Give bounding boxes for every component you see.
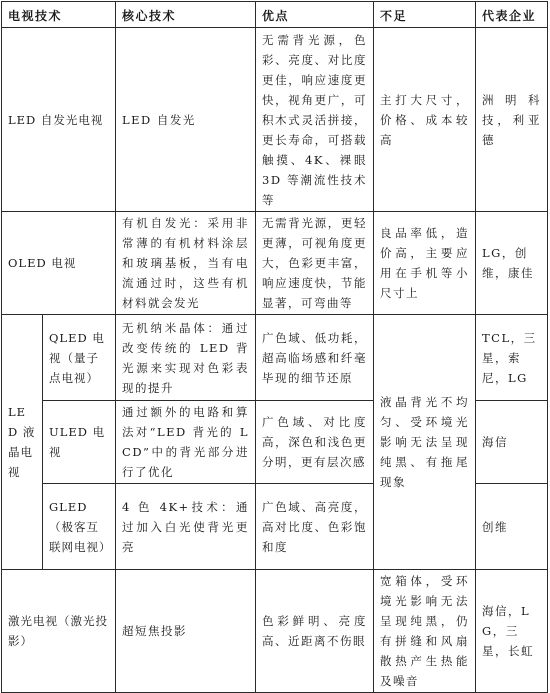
uled-core-cell: 通过额外的电路和算法对“LED 背光的 LCD”中的背光部分进行了优化	[116, 401, 256, 484]
header-vendors: 代表企业	[476, 2, 548, 28]
laser-vendors-cell: 海信，LG，三星，长虹	[476, 570, 548, 693]
header-cons: 不足	[374, 2, 476, 28]
oled-vendors-cell: LG，创维，康佳	[476, 212, 548, 315]
table-row-qled	[2, 315, 548, 401]
led-pros-cell: 无需背光源，色彩、亮度、对比度更佳，响应速度更快，视角更广，可积木式灵活拼接，更长寿命，可搭载触摸、4K、裸眼3D 等潮流性技术等	[256, 28, 374, 212]
table-row-oled	[2, 212, 548, 315]
uled-pros-cell: 广色域、对比度高，深色和浅色更分明，更有层次感	[256, 401, 374, 484]
table-row-led	[2, 28, 548, 212]
header-row	[2, 2, 548, 28]
laser-core-cell: 超短焦投影	[116, 570, 256, 693]
laser-tech-cell: 激光电视（激光投影）	[2, 570, 116, 693]
oled-tech-cell: OLED 电视	[2, 212, 116, 315]
uled-subtech-cell: ULED 电视	[43, 401, 116, 484]
gled-pros-cell: 广色域、高亮度，高对比度、色彩饱和度	[256, 484, 374, 570]
laser-cons-cell: 宽箱体，受环境光影响无法呈现纯黑，仍有拼缝和风扇散热产生热能及噪音	[374, 570, 476, 693]
oled-cons-cell: 良品率低，造价高，主要应用在手机等小尺寸上	[374, 212, 476, 315]
header-pros: 优点	[256, 2, 374, 28]
comparison-document	[1, 1, 549, 688]
table-row-laser	[2, 570, 548, 693]
laser-pros-cell: 色彩鲜明、亮度高、近距离不伤眼	[256, 570, 374, 693]
lcd-group-tech-cell: LED 液晶电视	[2, 315, 43, 570]
led-cons-cell: 主打大尺寸，价格、成本较高	[374, 28, 476, 212]
tv-technology-comparison-table	[1, 1, 548, 693]
qled-core-cell: 无机纳米晶体：通过改变传统的 LED 背光源来实现对色彩表现的提升	[116, 315, 256, 401]
led-tech-cell: LED 自发光电视	[2, 28, 116, 212]
gled-vendors-cell: 创维	[476, 484, 548, 570]
qled-pros-cell: 广色域、低功耗，超高临场感和纤毫毕现的细节还原	[256, 315, 374, 401]
gled-subtech-cell: GLED（极客互联网电视）	[43, 484, 116, 570]
qled-subtech-cell: QLED 电视（量子点电视）	[43, 315, 116, 401]
led-vendors-cell: 洲明科技，利亚德	[476, 28, 548, 212]
header-core: 核心技术	[116, 2, 256, 28]
uled-vendors-cell: 海信	[476, 401, 548, 484]
header-tech: 电视技术	[2, 2, 116, 28]
oled-pros-cell: 无需背光源，更轻更薄，可视角度更大，色彩更丰富，响应速度快，节能显著，可弯曲等	[256, 212, 374, 315]
qled-vendors-cell: TCL，三星，索尼，LG	[476, 315, 548, 401]
led-core-cell: LED 自发光	[116, 28, 256, 212]
lcd-group-cons-cell: 液晶背光不均匀、受环境光影响无法呈现纯黑、有拖尾现象	[374, 315, 476, 570]
gled-core-cell: 4 色 4K+技术：通过加入白光使背光更亮	[116, 484, 256, 570]
oled-core-cell: 有机自发光：采用非常薄的有机材料涂层和玻璃基板，当有电流通过时，这些有机材料就会发光	[116, 212, 256, 315]
